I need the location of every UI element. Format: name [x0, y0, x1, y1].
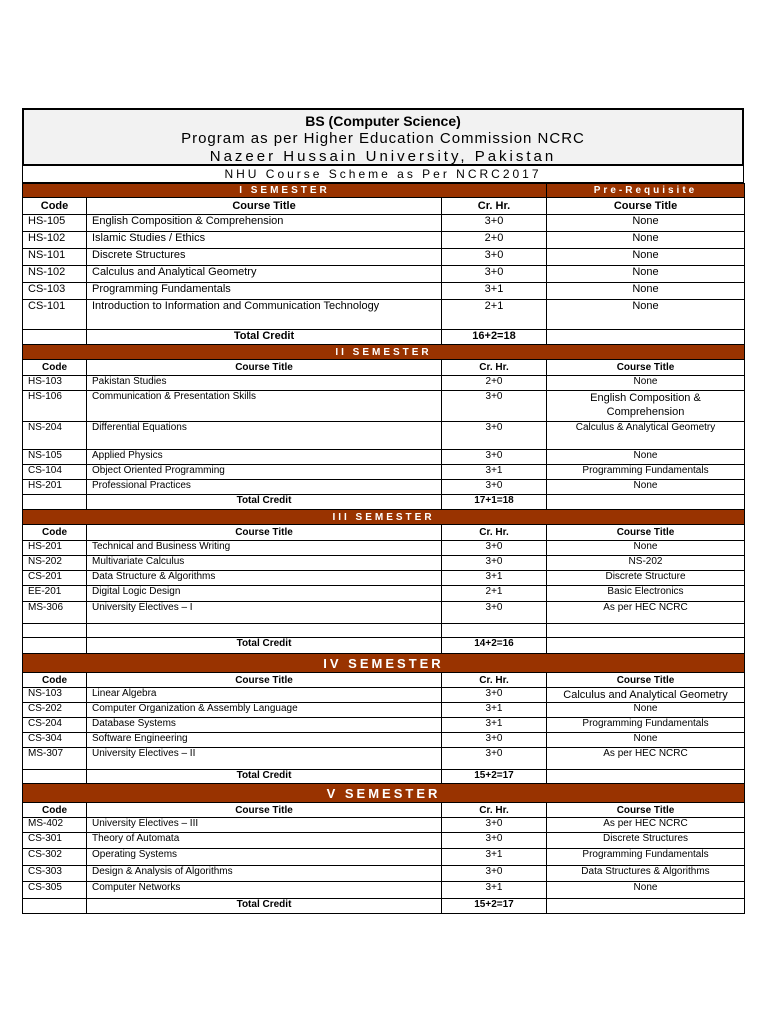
sem5-header-row: [23, 784, 745, 803]
prerequisite: Data Structures & Algorithms: [547, 866, 745, 882]
credit-hours: 3+0: [442, 541, 547, 556]
course-row: [23, 541, 745, 556]
column-header-title: Course Title: [87, 198, 442, 215]
course-code: HS-106: [23, 391, 87, 422]
sem5-total-row: [23, 899, 745, 914]
credit-hours: 3+0: [442, 266, 547, 283]
course-code: NS-101: [23, 249, 87, 266]
total-credit-label: Total Credit: [87, 495, 442, 510]
credit-hours: 3+0: [442, 818, 547, 833]
prerequisite: Basic Electronics: [547, 586, 745, 602]
course-title: Computer Organization & Assembly Language: [87, 703, 442, 718]
sem4-total-row: [23, 770, 745, 784]
course-row: [23, 688, 745, 703]
prerequisite: NS-202: [547, 556, 745, 571]
course-code: CS-204: [23, 718, 87, 733]
sem4-title: IV SEMESTER: [23, 654, 745, 673]
column-header-credit: Cr. Hr.: [442, 673, 547, 688]
blank-row: [23, 624, 745, 638]
course-title: Design & Analysis of Algorithms: [87, 866, 442, 882]
sem3-header-row: [23, 510, 745, 525]
course-code: EE-201: [23, 586, 87, 602]
course-code: HS-201: [23, 541, 87, 556]
prerequisite: Programming Fundamentals: [547, 465, 745, 480]
total-credit-label: Total Credit: [87, 638, 442, 654]
total-credit-label: Total Credit: [87, 330, 442, 345]
credit-hours: 2+0: [442, 232, 547, 249]
column-header-prereq: Course Title: [547, 673, 745, 688]
total-credit-label: Total Credit: [87, 770, 442, 784]
course-row: [23, 602, 745, 624]
prerequisite: None: [547, 541, 745, 556]
sem1-column-headers: [23, 198, 745, 215]
sem4-column-headers: [23, 673, 745, 688]
course-title: Discrete Structures: [87, 249, 442, 266]
sem2-title: II SEMESTER: [23, 345, 745, 360]
course-title: Theory of Automata: [87, 833, 442, 849]
prerequisite: None: [547, 376, 745, 391]
document-header: [22, 108, 744, 166]
course-row: [23, 249, 745, 266]
course-code: NS-204: [23, 422, 87, 450]
course-row: [23, 422, 745, 450]
course-row: [23, 391, 745, 422]
prerequisite: None: [547, 232, 745, 249]
column-header-credit: Cr. Hr.: [442, 803, 547, 818]
course-row: [23, 465, 745, 480]
prerequisite: None: [547, 266, 745, 283]
scheme-title: NHU Course Scheme as Per NCRC2017: [22, 166, 744, 183]
total-credit-value: 16+2=18: [442, 330, 547, 345]
credit-hours: 3+0: [442, 833, 547, 849]
column-header-code: Code: [23, 525, 87, 541]
course-code: NS-202: [23, 556, 87, 571]
course-code: CS-201: [23, 571, 87, 586]
column-header-code: Code: [23, 360, 87, 376]
course-code: NS-105: [23, 450, 87, 465]
course-code: CS-104: [23, 465, 87, 480]
course-title: Operating Systems: [87, 849, 442, 866]
course-code: HS-105: [23, 215, 87, 232]
course-code: MS-402: [23, 818, 87, 833]
credit-hours: 3+0: [442, 480, 547, 495]
sem3-title: III SEMESTER: [23, 510, 745, 525]
course-title: Calculus and Analytical Geometry: [87, 266, 442, 283]
credit-hours: 3+0: [442, 602, 547, 624]
column-header-credit: Cr. Hr.: [442, 360, 547, 376]
course-code: CS-304: [23, 733, 87, 748]
course-row: [23, 818, 745, 833]
prerequisite: None: [547, 882, 745, 899]
credit-hours: 2+1: [442, 300, 547, 330]
credit-hours: 2+1: [442, 586, 547, 602]
course-title: University Electives – III: [87, 818, 442, 833]
column-header-code: Code: [23, 198, 87, 215]
course-row: [23, 450, 745, 465]
course-code: CS-302: [23, 849, 87, 866]
prerequisite: None: [547, 450, 745, 465]
course-row: [23, 300, 745, 330]
course-title: Islamic Studies / Ethics: [87, 232, 442, 249]
prerequisite: None: [547, 215, 745, 232]
column-header-title: Course Title: [87, 360, 442, 376]
course-row: [23, 266, 745, 283]
column-header-code: Code: [23, 803, 87, 818]
credit-hours: 3+0: [442, 866, 547, 882]
blank-cell: [23, 330, 87, 345]
course-row: [23, 833, 745, 849]
course-code: HS-201: [23, 480, 87, 495]
prerequisite: None: [547, 733, 745, 748]
prerequisite: Discrete Structure: [547, 571, 745, 586]
course-row: [23, 215, 745, 232]
total-credit-value: 15+2=17: [442, 770, 547, 784]
course-title: Applied Physics: [87, 450, 442, 465]
credit-hours: 3+1: [442, 718, 547, 733]
course-title: University Electives – II: [87, 748, 442, 770]
prerequisite: None: [547, 249, 745, 266]
course-title: Introduction to Information and Communication Technology: [87, 300, 442, 330]
course-row: [23, 283, 745, 300]
course-title: Differential Equations: [87, 422, 442, 450]
course-title: English Composition & Comprehension: [87, 215, 442, 232]
course-row: [23, 571, 745, 586]
prerequisite: As per HEC NCRC: [547, 602, 745, 624]
credit-hours: 3+1: [442, 849, 547, 866]
credit-hours: 3+1: [442, 465, 547, 480]
credit-hours: 3+0: [442, 688, 547, 703]
blank-cell: [442, 624, 547, 638]
prerequisite: As per HEC NCRC: [547, 748, 745, 770]
course-code: NS-102: [23, 266, 87, 283]
degree-title: BS (Computer Science): [305, 113, 461, 129]
prerequisite: None: [547, 703, 745, 718]
sem5-column-headers: [23, 803, 745, 818]
credit-hours: 3+1: [442, 283, 547, 300]
total-credit-value: 17+1=18: [442, 495, 547, 510]
blank-cell: [547, 770, 745, 784]
blank-cell: [23, 899, 87, 914]
course-row: [23, 703, 745, 718]
credit-hours: 3+0: [442, 391, 547, 422]
course-row: [23, 849, 745, 866]
course-title: Digital Logic Design: [87, 586, 442, 602]
blank-cell: [547, 624, 745, 638]
course-row: [23, 866, 745, 882]
course-code: CS-301: [23, 833, 87, 849]
course-title: Database Systems: [87, 718, 442, 733]
course-code: MS-306: [23, 602, 87, 624]
course-title: Communication & Presentation Skills: [87, 391, 442, 422]
course-title: Professional Practices: [87, 480, 442, 495]
column-header-prereq: Course Title: [547, 360, 745, 376]
sem5-title: V SEMESTER: [23, 784, 745, 803]
course-row: [23, 556, 745, 571]
course-title: Pakistan Studies: [87, 376, 442, 391]
course-code: HS-102: [23, 232, 87, 249]
course-row: [23, 733, 745, 748]
course-title: Multivariate Calculus: [87, 556, 442, 571]
blank-cell: [23, 638, 87, 654]
course-row: [23, 232, 745, 249]
sem2-header-row: [23, 345, 745, 360]
column-header-credit: Cr. Hr.: [442, 525, 547, 541]
column-header-credit: Cr. Hr.: [442, 198, 547, 215]
course-title: Object Oriented Programming: [87, 465, 442, 480]
prerequisite: Programming Fundamentals: [547, 718, 745, 733]
prerequisite: None: [547, 283, 745, 300]
prerequisite: English Composition & Comprehension: [547, 391, 745, 422]
course-scheme-document: [22, 108, 744, 914]
prerequisite: Programming Fundamentals: [547, 849, 745, 866]
course-row: [23, 586, 745, 602]
sem3-column-headers: [23, 525, 745, 541]
column-header-code: Code: [23, 673, 87, 688]
university-name: Nazeer Hussain University, Pakistan: [209, 148, 557, 165]
credit-hours: 3+0: [442, 450, 547, 465]
column-header-title: Course Title: [87, 803, 442, 818]
sem3-total-row: [23, 638, 745, 654]
course-code: MS-307: [23, 748, 87, 770]
course-row: [23, 718, 745, 733]
total-credit-value: 15+2=17: [442, 899, 547, 914]
course-title: Data Structure & Algorithms: [87, 571, 442, 586]
credit-hours: 3+0: [442, 733, 547, 748]
course-title: Software Engineering: [87, 733, 442, 748]
column-header-title: Course Title: [87, 525, 442, 541]
course-code: CS-303: [23, 866, 87, 882]
blank-cell: [23, 770, 87, 784]
column-header-title: Course Title: [87, 673, 442, 688]
prerequisite: None: [547, 480, 745, 495]
column-header-prereq: Course Title: [547, 198, 745, 215]
prerequisite: Calculus and Analytical Geometry: [547, 688, 745, 703]
prerequisite: None: [547, 300, 745, 330]
credit-hours: 3+1: [442, 571, 547, 586]
course-code: CS-103: [23, 283, 87, 300]
credit-hours: 3+0: [442, 249, 547, 266]
course-title: University Electives – I: [87, 602, 442, 624]
sem2-column-headers: [23, 360, 745, 376]
course-title: Linear Algebra: [87, 688, 442, 703]
blank-cell: [547, 638, 745, 654]
sem4-header-row: [23, 654, 745, 673]
program-title: Program as per Higher Education Commission NCRC: [181, 130, 585, 147]
credit-hours: 2+0: [442, 376, 547, 391]
course-table: [22, 183, 745, 914]
credit-hours: 3+0: [442, 215, 547, 232]
prerequisite-heading: Pre-Requisite: [547, 184, 745, 198]
total-credit-label: Total Credit: [87, 899, 442, 914]
blank-cell: [87, 624, 442, 638]
course-row: [23, 480, 745, 495]
credit-hours: 3+1: [442, 882, 547, 899]
course-row: [23, 376, 745, 391]
credit-hours: 3+1: [442, 703, 547, 718]
prerequisite: As per HEC NCRC: [547, 818, 745, 833]
blank-cell: [547, 330, 745, 345]
sem2-total-row: [23, 495, 745, 510]
blank-cell: [547, 495, 745, 510]
credit-hours: 3+0: [442, 422, 547, 450]
total-credit-value: 14+2=16: [442, 638, 547, 654]
prerequisite: Discrete Structures: [547, 833, 745, 849]
course-title: Technical and Business Writing: [87, 541, 442, 556]
blank-cell: [23, 624, 87, 638]
prerequisite: Calculus & Analytical Geometry: [547, 422, 745, 450]
course-code: CS-305: [23, 882, 87, 899]
column-header-prereq: Course Title: [547, 803, 745, 818]
sem1-title: I SEMESTER: [23, 184, 547, 198]
course-title: Programming Fundamentals: [87, 283, 442, 300]
blank-cell: [547, 899, 745, 914]
sem1-total-row: [23, 330, 745, 345]
course-row: [23, 882, 745, 899]
column-header-prereq: Course Title: [547, 525, 745, 541]
course-code: CS-202: [23, 703, 87, 718]
course-code: NS-103: [23, 688, 87, 703]
credit-hours: 3+0: [442, 556, 547, 571]
course-code: HS-103: [23, 376, 87, 391]
course-row: [23, 748, 745, 770]
sem1-header-row: [23, 184, 745, 198]
credit-hours: 3+0: [442, 748, 547, 770]
course-code: CS-101: [23, 300, 87, 330]
course-title: Computer Networks: [87, 882, 442, 899]
blank-cell: [23, 495, 87, 510]
